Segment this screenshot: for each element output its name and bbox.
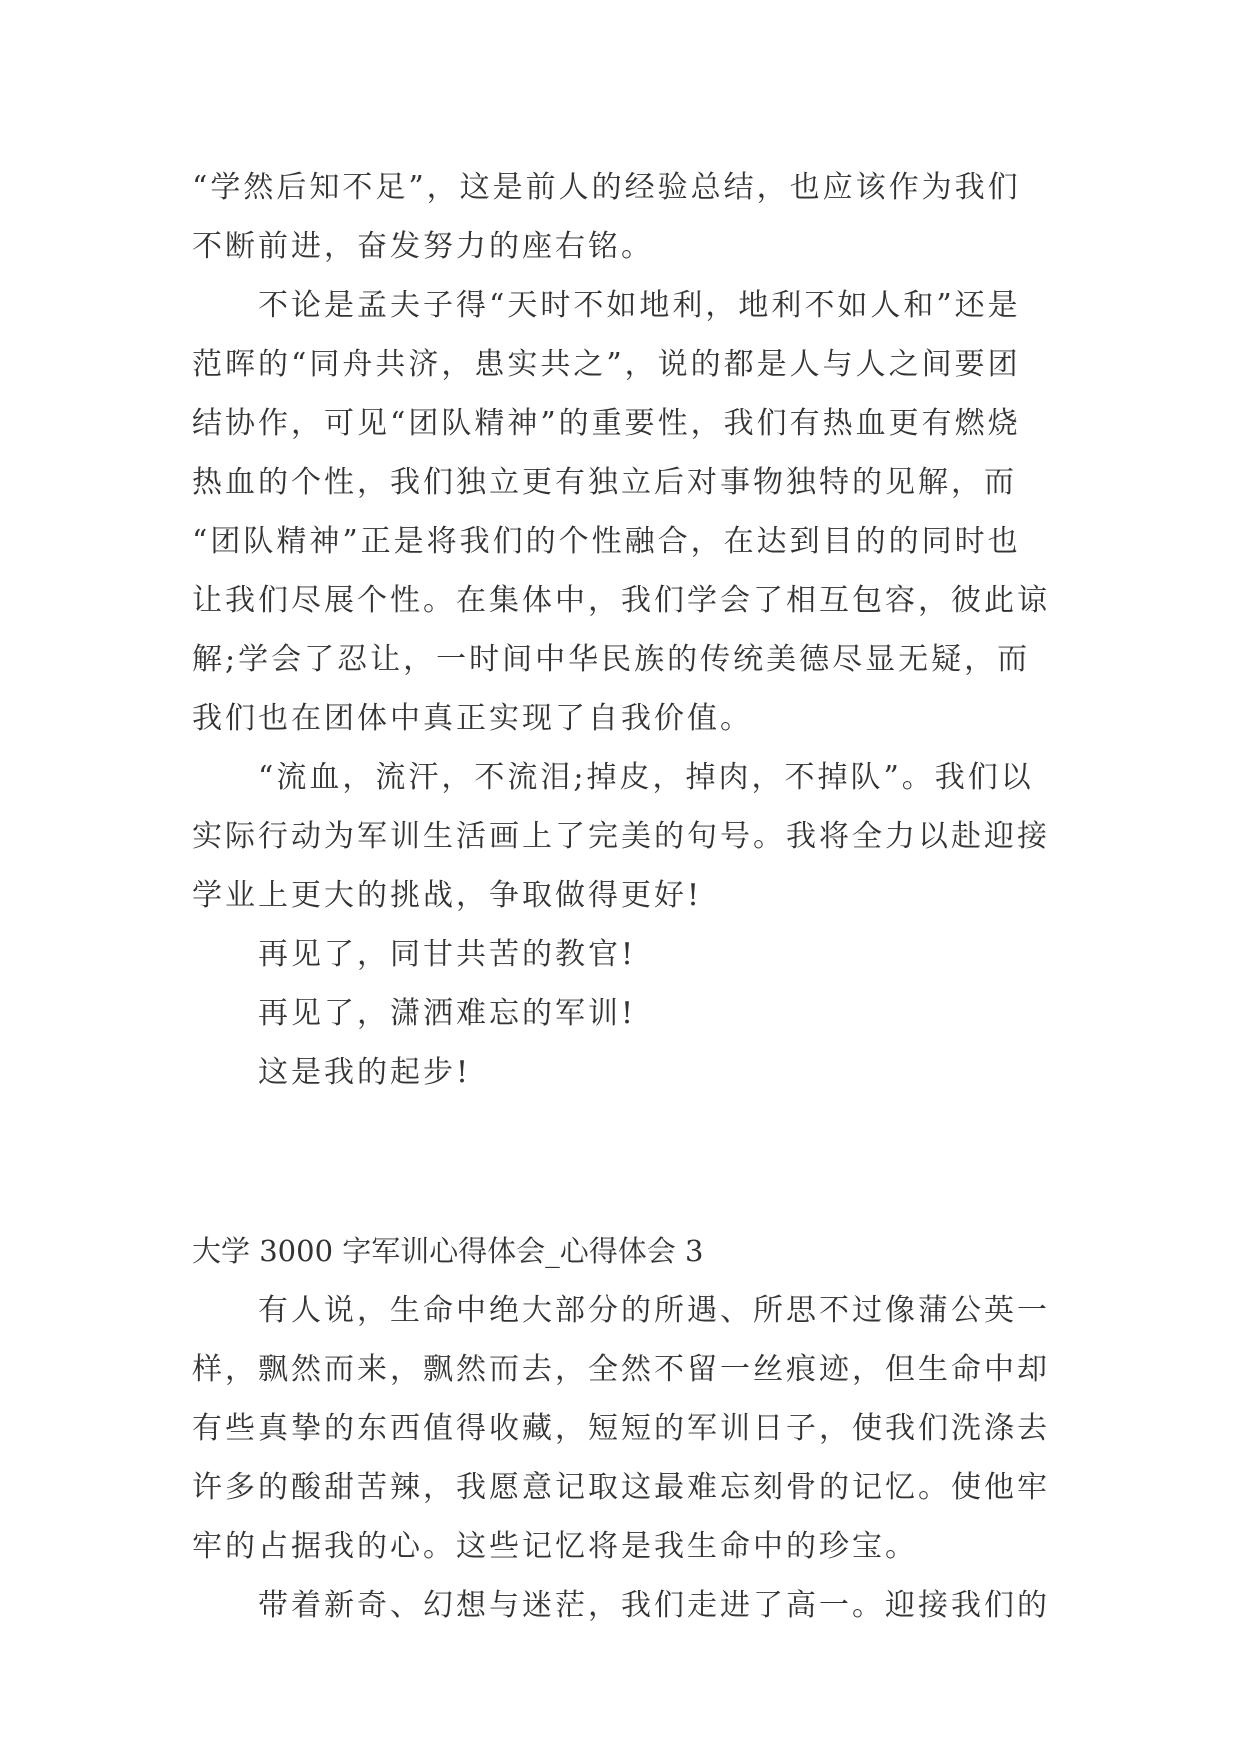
paragraph-line: “流血，流汗，不流泪;掉皮，掉肉，不掉队”。我们以 — [192, 760, 1034, 795]
paragraph-line: 不论是孟夫子得“天时不如地利，地利不如人和”还是 — [192, 288, 1021, 323]
paragraph-line: 有人说，生命中绝大部分的所遇、所思不过像蒲公英一 — [192, 1293, 1050, 1328]
paragraph-line: 许多的酸甜苦辣，我愿意记取这最难忘刻骨的记忆。使他牢 — [192, 1470, 1050, 1505]
paragraph-line: 再见了，潇洒难忘的军训! — [192, 996, 637, 1031]
paragraph-line: 范晖的“同舟共济，患实共之”，说的都是人与人之间要团 — [192, 347, 1021, 382]
paragraph-line: 热血的个性，我们独立更有独立后对事物独特的见解，而 — [192, 465, 1017, 500]
paragraph-line: “团队精神”正是将我们的个性融合，在达到目的的同时也 — [192, 524, 1021, 559]
paragraph-line: 学业上更大的挑战，争取做得更好! — [192, 878, 703, 913]
paragraph-line: 再见了，同甘共苦的教官! — [192, 937, 637, 972]
paragraph-line: 有些真挚的东西值得收藏，短短的军训日子，使我们洗涤去 — [192, 1411, 1050, 1446]
paragraph-line: 带着新奇、幻想与迷茫，我们走进了高一。迎接我们的 — [192, 1588, 1050, 1623]
document-body — [192, 158, 1052, 1635]
paragraph-line: 结协作，可见“团队精神”的重要性，我们有热血更有燃烧 — [192, 406, 1021, 441]
paragraph-line: 实际行动为军训生活画上了完美的句号。我将全力以赴迎接 — [192, 819, 1050, 854]
paragraph-line: 不断前进，奋发努力的座右铭。 — [192, 229, 654, 264]
paragraph-line: 这是我的起步! — [192, 1055, 472, 1090]
paragraph-line: “学然后知不足”，这是前人的经验总结，也应该作为我们 — [192, 170, 1021, 205]
paragraph-line: 样，飘然而来，飘然而去，全然不留一丝痕迹，但生命中却 — [192, 1352, 1050, 1387]
paragraph-line: 我们也在团体中真正实现了自我价值。 — [192, 701, 753, 736]
section-spacer — [192, 1102, 1052, 1222]
section-heading: 大学 3000 字军训心得体会_心得体会 3 — [192, 1234, 704, 1268]
paragraph-line: 牢的占据我的心。这些记忆将是我生命中的珍宝。 — [192, 1529, 918, 1564]
paragraph-line: 让我们尽展个性。在集体中，我们学会了相互包容，彼此谅 — [192, 583, 1050, 618]
paragraph-line: 解;学会了忍让，一时间中华民族的传统美德尽显无疑，而 — [192, 642, 1031, 677]
